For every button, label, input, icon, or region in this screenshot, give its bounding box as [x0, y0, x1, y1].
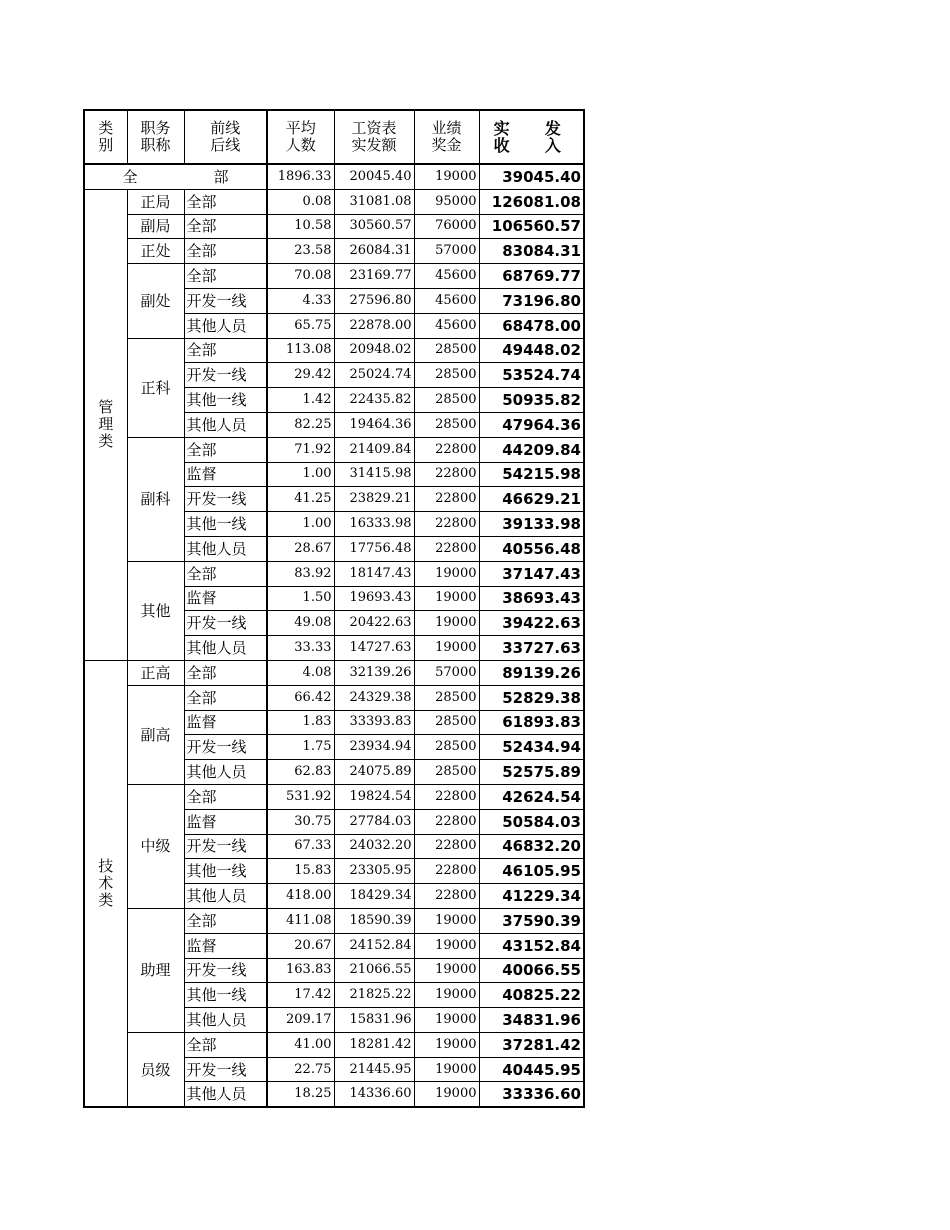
- bonus-cell: 22800: [414, 884, 479, 909]
- line-cell: 其他一线: [184, 983, 267, 1008]
- line-cell: 开发一线: [184, 363, 267, 388]
- salary-cell: 20422.63: [334, 611, 414, 636]
- bonus-cell: 19000: [414, 933, 479, 958]
- bonus-cell: 45600: [414, 288, 479, 313]
- line-cell: 其他人员: [184, 536, 267, 561]
- line-cell: 全部: [184, 660, 267, 685]
- income-cell: 53524.74: [479, 363, 584, 388]
- header-avg-people: 平均 人数: [267, 110, 334, 164]
- income-cell: 61893.83: [479, 710, 584, 735]
- income-cell: 37147.43: [479, 561, 584, 586]
- income-cell: 68769.77: [479, 264, 584, 289]
- income-cell: 43152.84: [479, 933, 584, 958]
- bonus-cell: 22800: [414, 437, 479, 462]
- position-cell: 中级: [127, 784, 184, 908]
- position-cell: 其他: [127, 561, 184, 660]
- header-bonus: 业绩 奖金: [414, 110, 479, 164]
- salary-cell: 20948.02: [334, 338, 414, 363]
- income-cell: 33727.63: [479, 636, 584, 661]
- bonus-cell: 22800: [414, 859, 479, 884]
- table-row: [84, 189, 584, 214]
- salary-cell: 19464.36: [334, 412, 414, 437]
- salary-cell: 24032.20: [334, 834, 414, 859]
- bonus-cell: 28500: [414, 685, 479, 710]
- salary-cell: 18590.39: [334, 908, 414, 933]
- salary-cell: 25024.74: [334, 363, 414, 388]
- avg-people-cell: 10.58: [267, 214, 334, 239]
- line-cell: 全部: [184, 437, 267, 462]
- bonus-cell: 19000: [414, 1082, 479, 1107]
- line-cell: 开发一线: [184, 288, 267, 313]
- bonus-cell: 76000: [414, 214, 479, 239]
- avg-people-cell: 20.67: [267, 933, 334, 958]
- avg-people-cell: 15.83: [267, 859, 334, 884]
- salary-cell: 27784.03: [334, 809, 414, 834]
- position-cell: 正高: [127, 660, 184, 685]
- line-cell: 全部: [184, 338, 267, 363]
- avg-people-cell: 163.83: [267, 958, 334, 983]
- salary-cell: 14336.60: [334, 1082, 414, 1107]
- line-cell: 其他一线: [184, 388, 267, 413]
- income-cell: 39133.98: [479, 512, 584, 537]
- line-cell: 全部: [184, 214, 267, 239]
- avg-people-cell: 1.00: [267, 512, 334, 537]
- table-row: [84, 214, 584, 239]
- income-cell: 41229.34: [479, 884, 584, 909]
- salary-cell: 27596.80: [334, 288, 414, 313]
- line-cell: 开发一线: [184, 487, 267, 512]
- income-cell: 40556.48: [479, 536, 584, 561]
- income-cell: 44209.84: [479, 437, 584, 462]
- avg-people-cell: 49.08: [267, 611, 334, 636]
- bonus-cell: 19000: [414, 1008, 479, 1033]
- line-cell: 全部: [184, 908, 267, 933]
- bonus-cell: 28500: [414, 363, 479, 388]
- avg-people-cell: 0.08: [267, 189, 334, 214]
- position-cell: 助理: [127, 908, 184, 1032]
- line-cell: 开发一线: [184, 958, 267, 983]
- salary-cell: 22435.82: [334, 388, 414, 413]
- avg-people-cell: 18.25: [267, 1082, 334, 1107]
- salary-cell: 31081.08: [334, 189, 414, 214]
- table-row: [84, 660, 584, 685]
- avg-people-cell: 28.67: [267, 536, 334, 561]
- salary-cell: 18281.42: [334, 1032, 414, 1057]
- avg-people-cell: 418.00: [267, 884, 334, 909]
- salary-cell: 21409.84: [334, 437, 414, 462]
- bonus-cell: 28500: [414, 388, 479, 413]
- bonus-cell: 22800: [414, 536, 479, 561]
- bonus-cell: 95000: [414, 189, 479, 214]
- income-cell: 89139.26: [479, 660, 584, 685]
- income-cell: 106560.57: [479, 214, 584, 239]
- income-cell: 52829.38: [479, 685, 584, 710]
- total-bonus: 19000: [414, 164, 479, 189]
- bonus-cell: 45600: [414, 313, 479, 338]
- bonus-cell: 19000: [414, 983, 479, 1008]
- avg-people-cell: 67.33: [267, 834, 334, 859]
- avg-people-cell: 82.25: [267, 412, 334, 437]
- salary-cell: 33393.83: [334, 710, 414, 735]
- income-cell: 83084.31: [479, 239, 584, 264]
- total-label: 全 部: [84, 164, 267, 189]
- header-actual-income: 实 发 收 入: [479, 110, 584, 164]
- salary-cell: 24152.84: [334, 933, 414, 958]
- line-cell: 其他人员: [184, 884, 267, 909]
- position-cell: 正科: [127, 338, 184, 437]
- avg-people-cell: 66.42: [267, 685, 334, 710]
- income-cell: 49448.02: [479, 338, 584, 363]
- avg-people-cell: 1.42: [267, 388, 334, 413]
- income-cell: 38693.43: [479, 586, 584, 611]
- bonus-cell: 28500: [414, 338, 479, 363]
- line-cell: 监督: [184, 586, 267, 611]
- position-cell: 正处: [127, 239, 184, 264]
- salary-cell: 30560.57: [334, 214, 414, 239]
- position-cell: 副高: [127, 685, 184, 784]
- salary-cell: 23169.77: [334, 264, 414, 289]
- salary-cell: 26084.31: [334, 239, 414, 264]
- line-cell: 开发一线: [184, 834, 267, 859]
- avg-people-cell: 30.75: [267, 809, 334, 834]
- line-cell: 其他人员: [184, 1082, 267, 1107]
- avg-people-cell: 113.08: [267, 338, 334, 363]
- salary-cell: 14727.63: [334, 636, 414, 661]
- line-cell: 全部: [184, 264, 267, 289]
- bonus-cell: 22800: [414, 487, 479, 512]
- table-row: [84, 437, 584, 462]
- avg-people-cell: 41.00: [267, 1032, 334, 1057]
- category-cell: 技术类: [84, 660, 127, 1107]
- income-cell: 73196.80: [479, 288, 584, 313]
- table-row: [84, 338, 584, 363]
- avg-people-cell: 4.08: [267, 660, 334, 685]
- line-cell: 其他一线: [184, 859, 267, 884]
- avg-people-cell: 41.25: [267, 487, 334, 512]
- income-cell: 52434.94: [479, 735, 584, 760]
- bonus-cell: 45600: [414, 264, 479, 289]
- bonus-cell: 57000: [414, 660, 479, 685]
- header-position: 职务 职称: [127, 110, 184, 164]
- line-cell: 开发一线: [184, 735, 267, 760]
- line-cell: 全部: [184, 784, 267, 809]
- bonus-cell: 22800: [414, 809, 479, 834]
- line-cell: 全部: [184, 189, 267, 214]
- avg-people-cell: 411.08: [267, 908, 334, 933]
- income-cell: 37590.39: [479, 908, 584, 933]
- avg-people-cell: 4.33: [267, 288, 334, 313]
- income-cell: 46832.20: [479, 834, 584, 859]
- header-row: [84, 110, 584, 164]
- bonus-cell: 28500: [414, 735, 479, 760]
- table-row: [84, 685, 584, 710]
- salary-cell: 19693.43: [334, 586, 414, 611]
- income-cell: 50584.03: [479, 809, 584, 834]
- bonus-cell: 57000: [414, 239, 479, 264]
- line-cell: 其他一线: [184, 512, 267, 537]
- bonus-cell: 22800: [414, 834, 479, 859]
- income-cell: 33336.60: [479, 1082, 584, 1107]
- income-cell: 40825.22: [479, 983, 584, 1008]
- line-cell: 其他人员: [184, 1008, 267, 1033]
- line-cell: 开发一线: [184, 611, 267, 636]
- salary-cell: 24075.89: [334, 760, 414, 785]
- line-cell: 监督: [184, 933, 267, 958]
- income-cell: 47964.36: [479, 412, 584, 437]
- income-cell: 40066.55: [479, 958, 584, 983]
- total-salary: 20045.40: [334, 164, 414, 189]
- position-cell: 副处: [127, 264, 184, 338]
- income-cell: 40445.95: [479, 1057, 584, 1082]
- salary-cell: 32139.26: [334, 660, 414, 685]
- bonus-cell: 22800: [414, 462, 479, 487]
- line-cell: 其他人员: [184, 636, 267, 661]
- salary-cell: 16333.98: [334, 512, 414, 537]
- table-row: [84, 264, 584, 289]
- income-cell: 68478.00: [479, 313, 584, 338]
- income-cell: 34831.96: [479, 1008, 584, 1033]
- income-cell: 42624.54: [479, 784, 584, 809]
- bonus-cell: 19000: [414, 611, 479, 636]
- bonus-cell: 19000: [414, 1057, 479, 1082]
- table-row: [84, 561, 584, 586]
- bonus-cell: 28500: [414, 710, 479, 735]
- bonus-cell: 19000: [414, 908, 479, 933]
- income-table: [83, 109, 585, 1108]
- salary-cell: 31415.98: [334, 462, 414, 487]
- bonus-cell: 28500: [414, 412, 479, 437]
- bonus-cell: 19000: [414, 636, 479, 661]
- bonus-cell: 19000: [414, 1032, 479, 1057]
- position-cell: 正局: [127, 189, 184, 214]
- position-cell: 员级: [127, 1032, 184, 1107]
- bonus-cell: 22800: [414, 512, 479, 537]
- line-cell: 监督: [184, 462, 267, 487]
- avg-people-cell: 17.42: [267, 983, 334, 1008]
- bonus-cell: 22800: [414, 784, 479, 809]
- table-row: [84, 908, 584, 933]
- bonus-cell: 19000: [414, 958, 479, 983]
- avg-people-cell: 209.17: [267, 1008, 334, 1033]
- avg-people-cell: 33.33: [267, 636, 334, 661]
- bonus-cell: 19000: [414, 586, 479, 611]
- line-cell: 全部: [184, 561, 267, 586]
- line-cell: 其他人员: [184, 313, 267, 338]
- category-cell: 管理类: [84, 189, 127, 660]
- avg-people-cell: 29.42: [267, 363, 334, 388]
- salary-cell: 15831.96: [334, 1008, 414, 1033]
- salary-cell: 17756.48: [334, 536, 414, 561]
- bonus-cell: 19000: [414, 561, 479, 586]
- salary-cell: 18147.43: [334, 561, 414, 586]
- salary-cell: 21445.95: [334, 1057, 414, 1082]
- income-cell: 54215.98: [479, 462, 584, 487]
- salary-cell: 23829.21: [334, 487, 414, 512]
- total-income: 39045.40: [479, 164, 584, 189]
- line-cell: 全部: [184, 685, 267, 710]
- income-cell: 126081.08: [479, 189, 584, 214]
- income-cell: 46105.95: [479, 859, 584, 884]
- salary-cell: 24329.38: [334, 685, 414, 710]
- income-cell: 46629.21: [479, 487, 584, 512]
- avg-people-cell: 1.00: [267, 462, 334, 487]
- line-cell: 其他人员: [184, 412, 267, 437]
- line-cell: 监督: [184, 710, 267, 735]
- position-cell: 副科: [127, 437, 184, 561]
- line-cell: 全部: [184, 1032, 267, 1057]
- header-salary: 工资表 实发额: [334, 110, 414, 164]
- avg-people-cell: 83.92: [267, 561, 334, 586]
- line-cell: 监督: [184, 809, 267, 834]
- table-row: [84, 1032, 584, 1057]
- avg-people-cell: 23.58: [267, 239, 334, 264]
- avg-people-cell: 22.75: [267, 1057, 334, 1082]
- avg-people-cell: 65.75: [267, 313, 334, 338]
- salary-cell: 21825.22: [334, 983, 414, 1008]
- income-cell: 50935.82: [479, 388, 584, 413]
- line-cell: 开发一线: [184, 1057, 267, 1082]
- salary-cell: 23305.95: [334, 859, 414, 884]
- header-line: 前线 后线: [184, 110, 267, 164]
- header-category: 类 别: [84, 110, 127, 164]
- table-row: [84, 239, 584, 264]
- avg-people-cell: 70.08: [267, 264, 334, 289]
- salary-cell: 23934.94: [334, 735, 414, 760]
- avg-people-cell: 1.75: [267, 735, 334, 760]
- table-row: [84, 784, 584, 809]
- avg-people-cell: 531.92: [267, 784, 334, 809]
- position-cell: 副局: [127, 214, 184, 239]
- salary-cell: 19824.54: [334, 784, 414, 809]
- total-row: [84, 164, 584, 189]
- avg-people-cell: 62.83: [267, 760, 334, 785]
- total-avg: 1896.33: [267, 164, 334, 189]
- avg-people-cell: 1.50: [267, 586, 334, 611]
- bonus-cell: 28500: [414, 760, 479, 785]
- income-cell: 52575.89: [479, 760, 584, 785]
- income-cell: 39422.63: [479, 611, 584, 636]
- avg-people-cell: 71.92: [267, 437, 334, 462]
- line-cell: 全部: [184, 239, 267, 264]
- income-cell: 37281.42: [479, 1032, 584, 1057]
- line-cell: 其他人员: [184, 760, 267, 785]
- avg-people-cell: 1.83: [267, 710, 334, 735]
- salary-cell: 21066.55: [334, 958, 414, 983]
- salary-cell: 18429.34: [334, 884, 414, 909]
- table-body: [84, 164, 584, 1107]
- salary-cell: 22878.00: [334, 313, 414, 338]
